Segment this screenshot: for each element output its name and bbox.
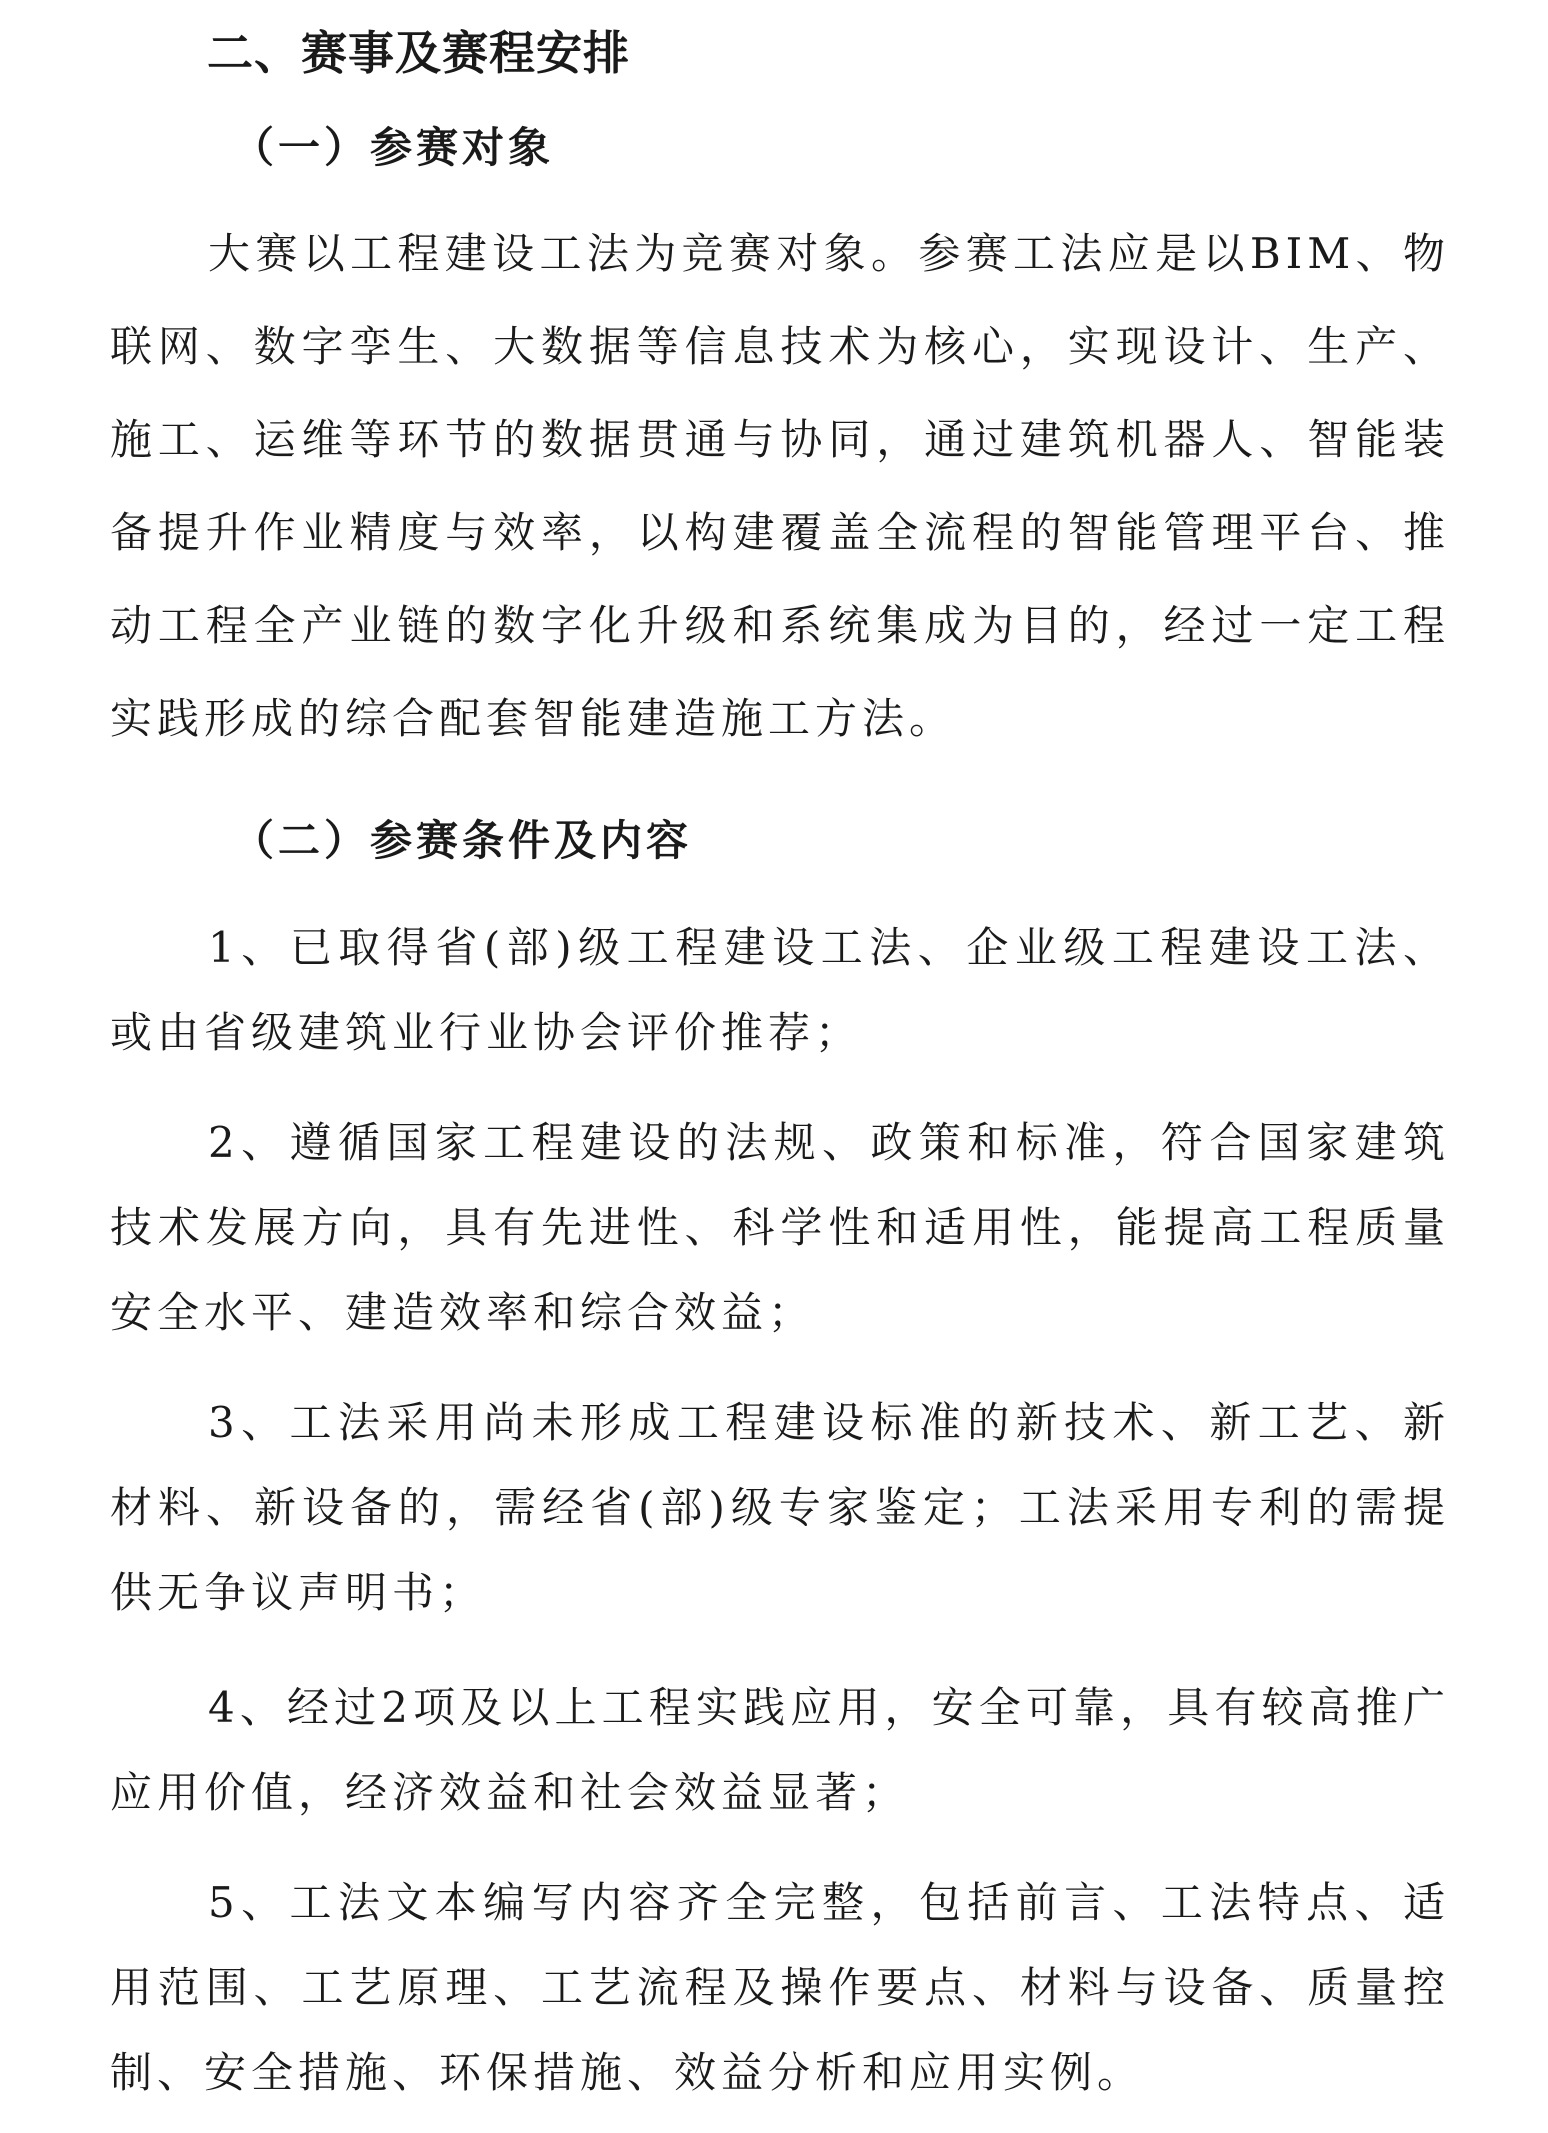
section-title: 二、赛事及赛程安排	[207, 26, 630, 80]
subsection-heading-participants: （一）参赛对象	[232, 123, 555, 172]
condition-item-1: 1、已取得省(部)级工程建设工法、企业级工程建设工法、或由省级建筑业行业协会评价推荐；	[110, 923, 1450, 1057]
condition-item-3: 3、工法采用尚未形成工程建设标准的新技术、新工艺、新材料、新设备的，需经省(部)级专家鉴定；工法采用专利的需提供无争议声明书；	[110, 1398, 1450, 1617]
condition-item-2: 2、遵循国家工程建设的法规、政策和标准，符合国家建筑技术发展方向，具有先进性、科学性和适用性，能提高工程质量安全水平、建造效率和综合效益；	[110, 1118, 1450, 1337]
condition-item-4: 4、经过2项及以上工程实践应用，安全可靠，具有较高推广应用价值，经济效益和社会效益显著；	[110, 1683, 1450, 1817]
participants-paragraph: 大赛以工程建设工法为竞赛对象。参赛工法应是以BIM、物联网、数字孪生、大数据等信息技术为核心，实现设计、生产、施工、运维等环节的数据贯通与协同，通过建筑机器人、智能装备提升作业精度与效率，以构建覆盖全流程的智能管理平台、推动工程全产业链的数字化升级和系统集成为目的，经过一定工程实践形成的综合配套智能建造施工方法。	[110, 229, 1450, 743]
subsection-heading-conditions: （二）参赛条件及内容	[232, 816, 693, 865]
condition-item-5: 5、工法文本编写内容齐全完整，包括前言、工法特点、适用范围、工艺原理、工艺流程及操作要点、材料与设备、质量控制、安全措施、环保措施、效益分析和应用实例。	[110, 1878, 1450, 2097]
